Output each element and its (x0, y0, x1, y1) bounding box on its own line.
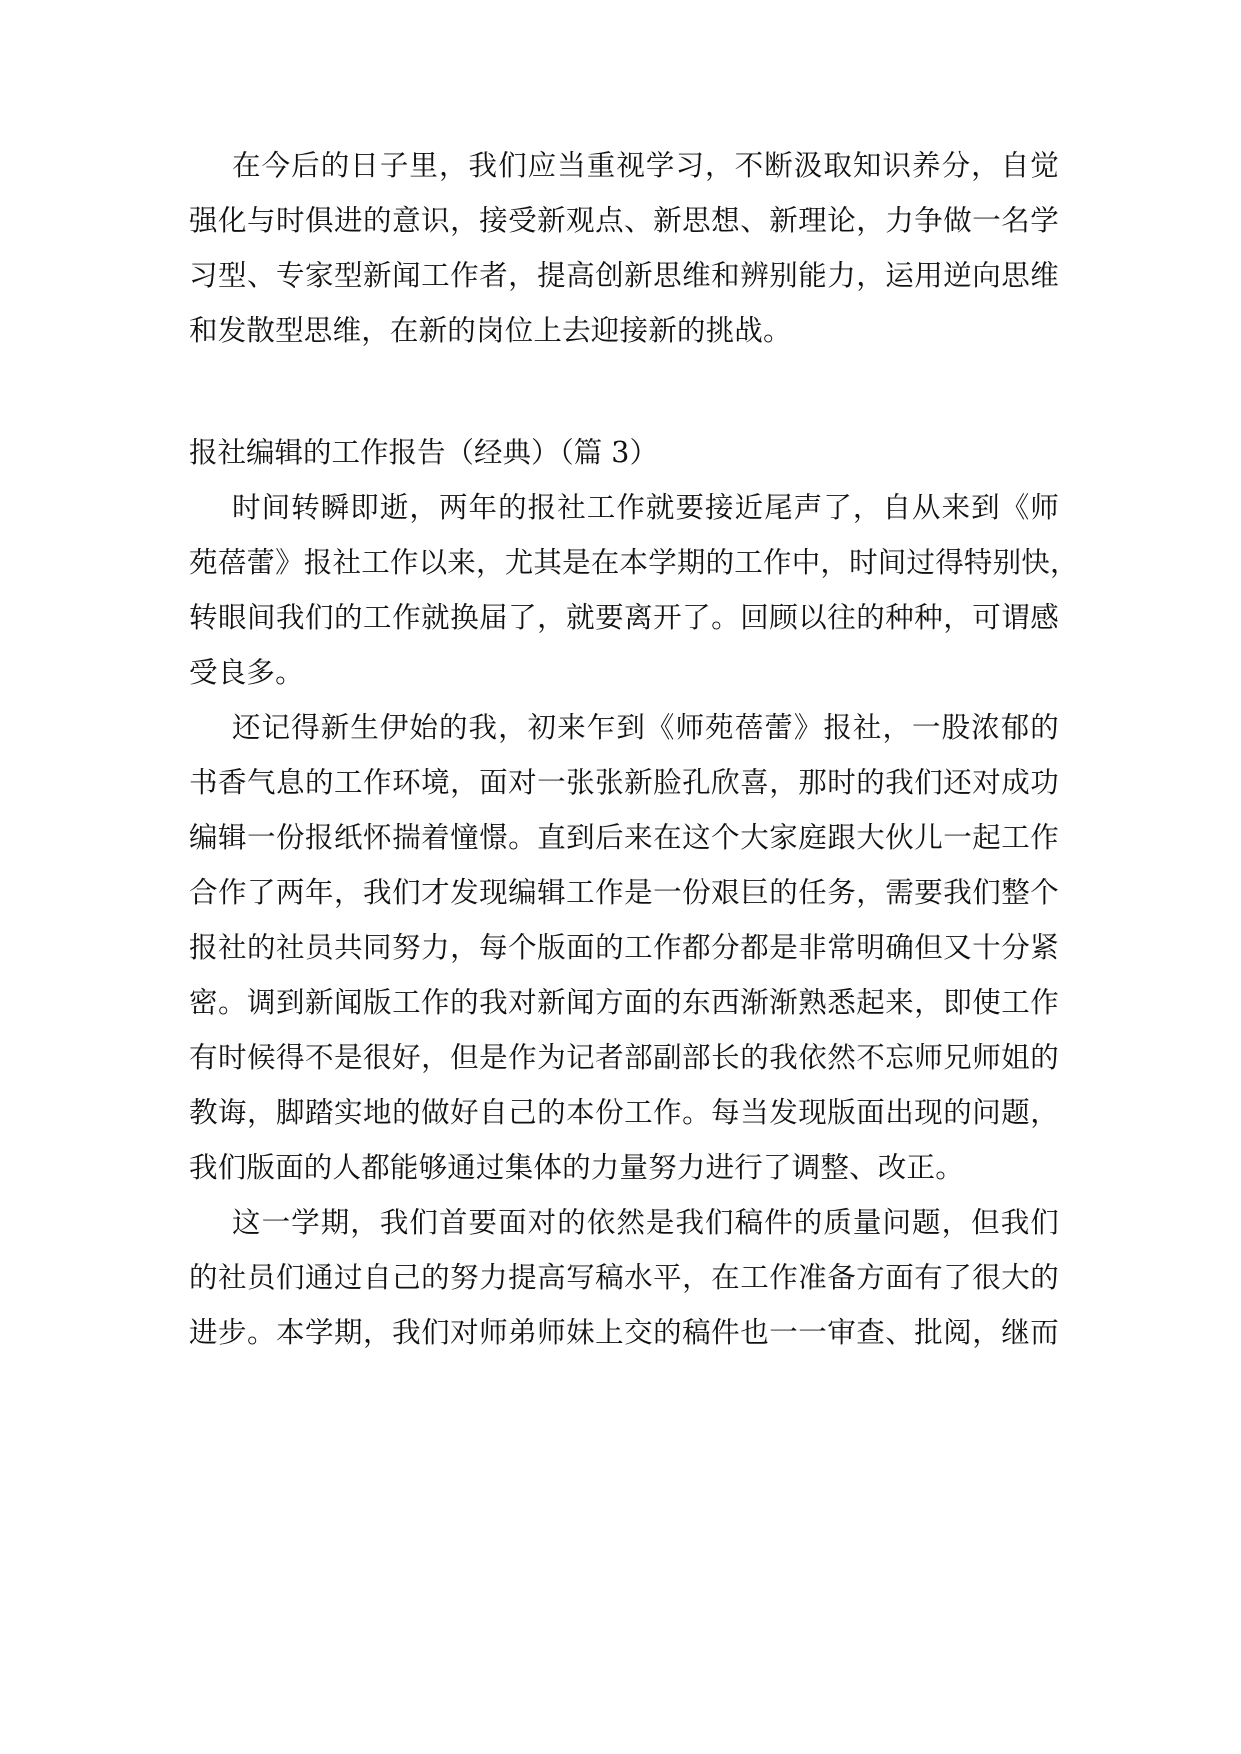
paragraph-line: 苑蓓蕾》报社工作以来，尤其是在本学期的工作中，时间过得特别快， (189, 546, 1079, 579)
paragraph-line: 还记得新生伊始的我，初来乍到《师苑蓓蕾》报社，一股浓郁的 (232, 711, 1059, 744)
paragraph-line: 在今后的日子里，我们应当重视学习，不断汲取知识养分，自觉 (232, 149, 1059, 182)
paragraph-line: 书香气息的工作环境，面对一张张新脸孔欣喜，那时的我们还对成功 (189, 766, 1059, 799)
paragraph-line: 这一学期，我们首要面对的依然是我们稿件的质量问题，但我们 (232, 1206, 1059, 1239)
paragraph-line: 和发散型思维，在新的岗位上去迎接新的挑战。 (189, 314, 792, 347)
paragraph-line: 受良多。 (189, 656, 304, 689)
paragraph-line: 的社员们通过自己的努力提高写稿水平，在工作准备方面有了很大的 (189, 1261, 1059, 1294)
paragraph-line: 转眼间我们的工作就换届了，就要离开了。回顾以往的种种，可谓感 (189, 601, 1059, 634)
paragraph-line: 时间转瞬即逝，两年的报社工作就要接近尾声了，自从来到《师 (232, 491, 1059, 524)
paragraph-line: 我们版面的人都能够通过集体的力量努力进行了调整、改正。 (189, 1151, 964, 1184)
paragraph-line: 合作了两年，我们才发现编辑工作是一份艰巨的任务，需要我们整个 (189, 876, 1059, 909)
section-heading: 报社编辑的工作报告（经典）（篇 3） (189, 436, 658, 469)
paragraph-line: 习型、专家型新闻工作者，提高创新思维和辨别能力，运用逆向思维 (189, 259, 1059, 292)
paragraph-line: 编辑一份报纸怀揣着憧憬。直到后来在这个大家庭跟大伙儿一起工作 (189, 821, 1059, 854)
paragraph-line: 进步。本学期，我们对师弟师妹上交的稿件也一一审查、批阅，继而 (189, 1316, 1059, 1349)
paragraph-line: 教诲，脚踏实地的做好自己的本份工作。每当发现版面出现的问题， (189, 1096, 1059, 1129)
paragraph-line: 密。调到新闻版工作的我对新闻方面的东西渐渐熟悉起来，即使工作 (189, 986, 1059, 1019)
paragraph-line: 报社的社员共同努力，每个版面的工作都分都是非常明确但又十分紧 (189, 931, 1059, 964)
paragraph-line: 有时候得不是很好，但是作为记者部副部长的我依然不忘师兄师姐的 (189, 1041, 1059, 1074)
paragraph-line: 强化与时俱进的意识，接受新观点、新思想、新理论，力争做一名学 (189, 204, 1059, 237)
